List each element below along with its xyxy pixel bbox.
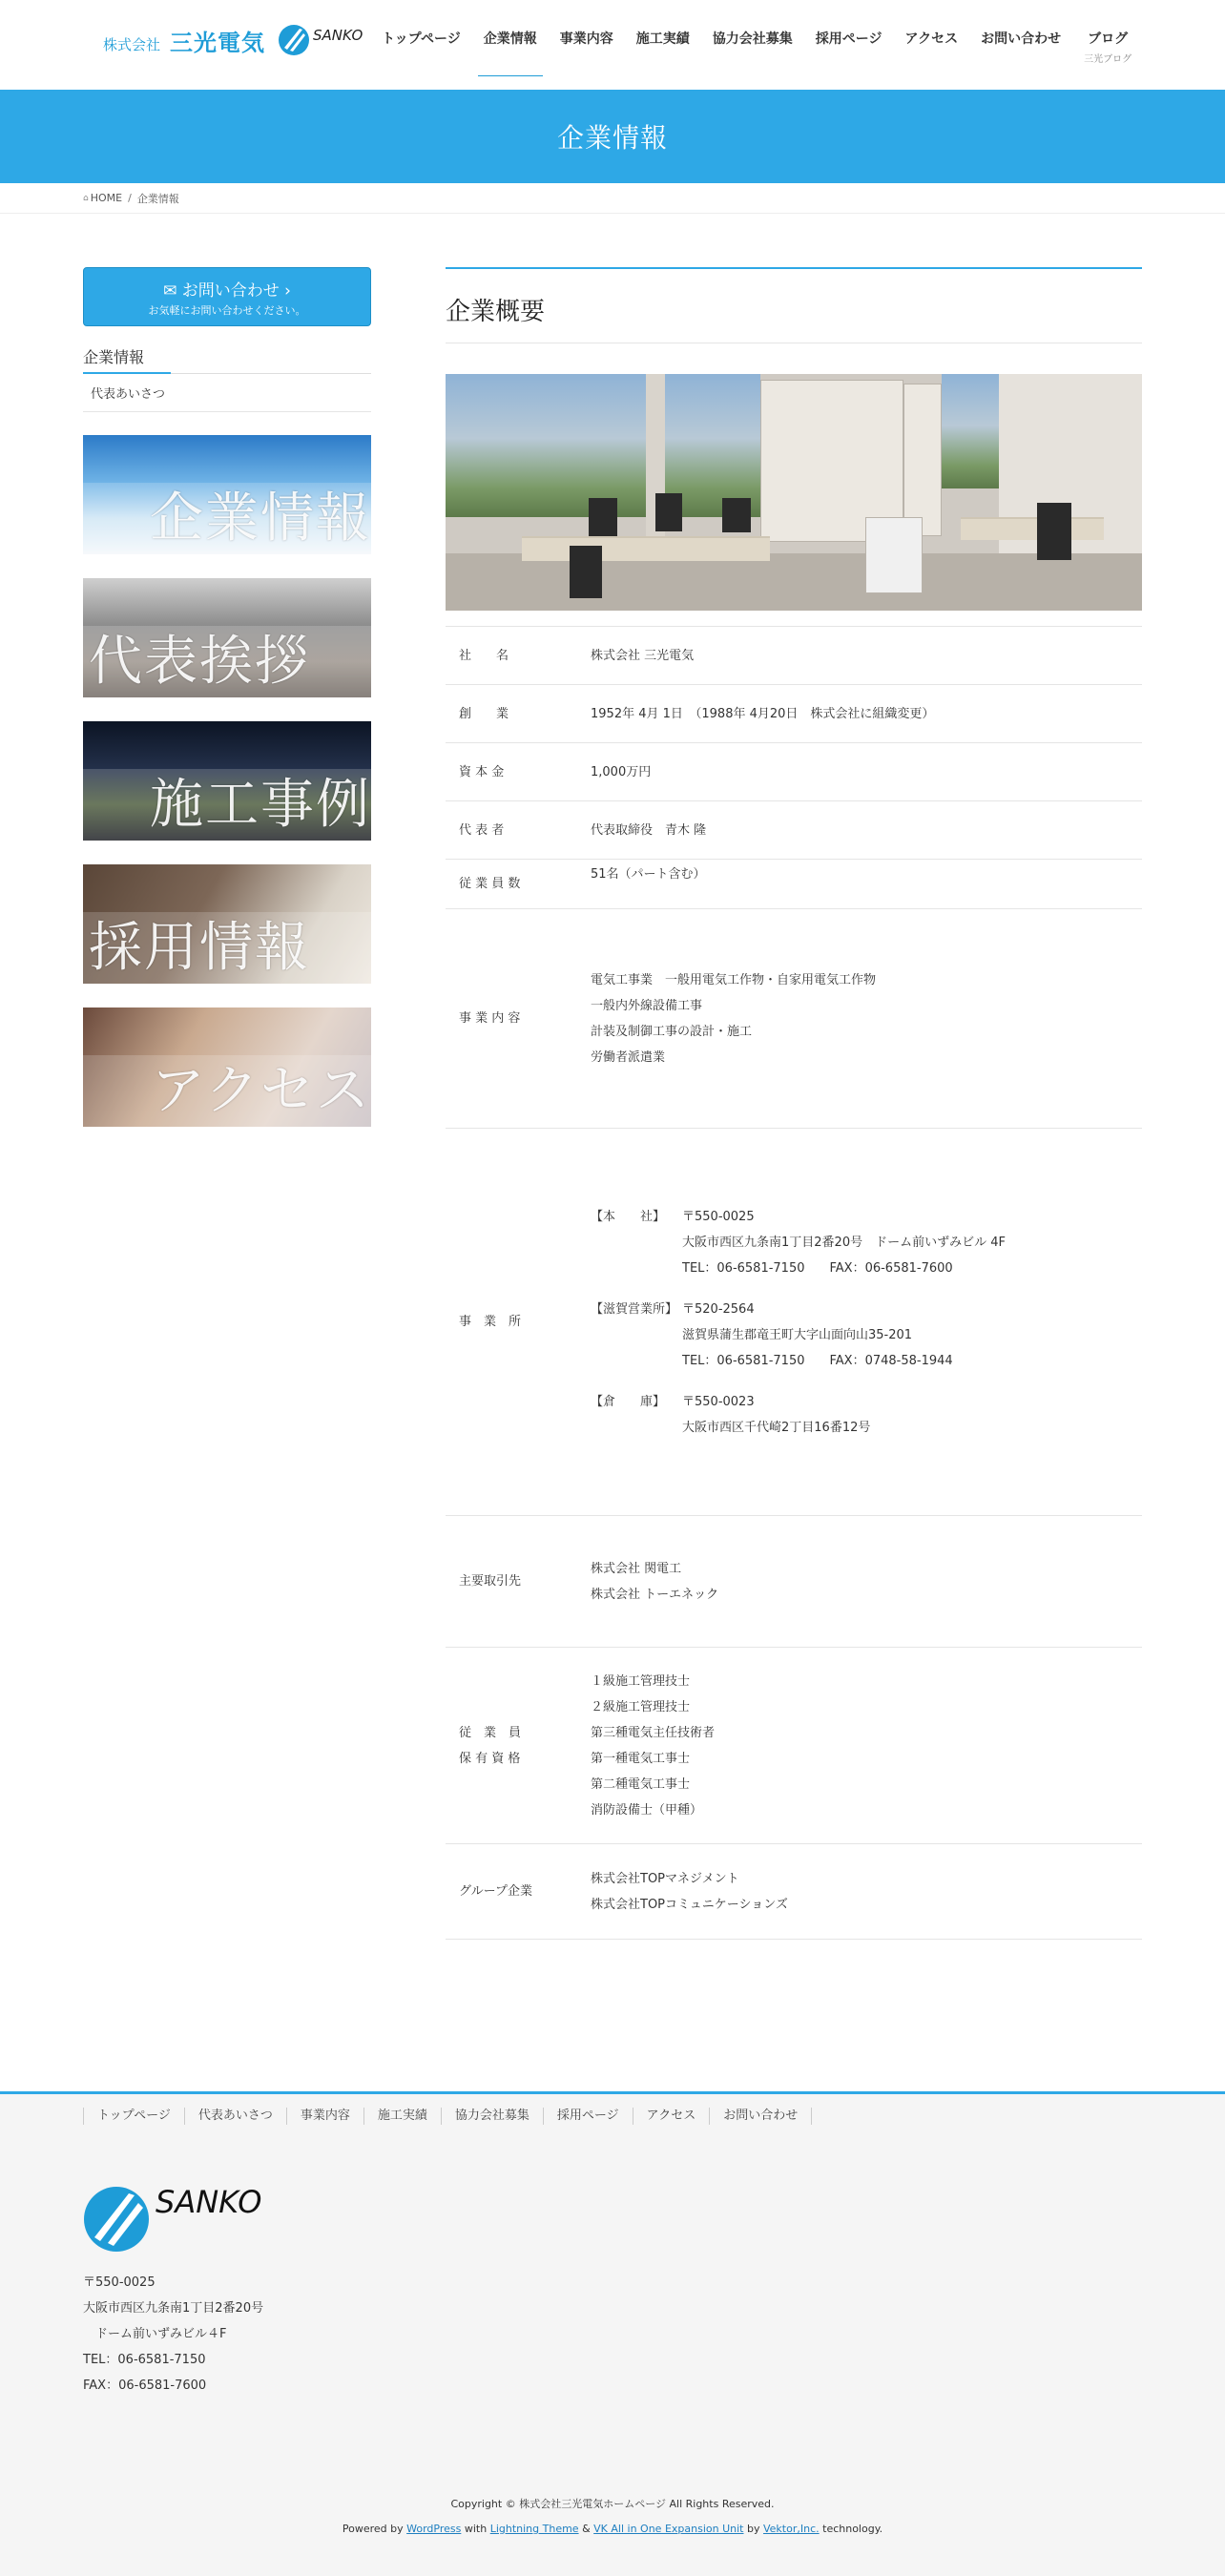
table-row	[446, 1844, 1142, 1940]
office-entry	[591, 1389, 1142, 1441]
banner-works[interactable]	[83, 721, 371, 841]
breadcrumb-current: 企業情報	[136, 192, 179, 205]
site-logo[interactable]	[103, 21, 363, 59]
contact-button-sub: お気軽にお問い合わせください。	[148, 303, 306, 317]
nav-label: 協力会社募集	[712, 31, 793, 47]
mail-icon: ✉	[163, 280, 182, 301]
page-header	[0, 90, 1225, 183]
row-label: グループ企業	[446, 1844, 591, 1940]
group-line: 株式会社TOPコミュニケーションズ	[591, 1897, 788, 1912]
row-value	[591, 1129, 1142, 1516]
footer-address	[83, 2270, 263, 2399]
footer-nav-business[interactable]: 事業内容	[286, 2108, 363, 2125]
nav-partner[interactable]	[701, 0, 804, 90]
row-label: 主要取引先	[446, 1516, 591, 1648]
copyright: Copyright © 株式会社三光電気ホームページ All Rights Reserved.	[450, 2498, 775, 2510]
nav-recruit[interactable]	[804, 0, 894, 90]
logo-kk: 株式会社	[103, 35, 161, 53]
business-line: 一般内外線設備工事	[591, 998, 703, 1013]
banner-label: 施工事例	[150, 774, 371, 836]
contact-label-text: お問い合わせ	[181, 280, 280, 301]
footer-nav-contact[interactable]: お問い合わせ	[709, 2108, 812, 2125]
footer-nav-access[interactable]: アクセス	[633, 2108, 710, 2125]
row-label-line: 保 有 資 格	[459, 1751, 521, 1766]
business-line: 計装及制御工事の設計・施工	[591, 1024, 753, 1039]
table-row	[446, 1129, 1142, 1516]
row-label: 事 業 所	[446, 1129, 591, 1516]
row-label-line: 従 業 員	[459, 1725, 522, 1740]
table-row	[446, 801, 1142, 860]
office-entry	[591, 1204, 1142, 1281]
home-icon: ⌂	[83, 193, 89, 203]
sidebar	[83, 267, 371, 1127]
office-address	[682, 1389, 870, 1441]
banner-recruit[interactable]	[83, 864, 371, 984]
company-overview-table	[446, 626, 1142, 1940]
footer-address-line: TEL：06-6581-7150	[83, 2353, 206, 2367]
qualification-line: 第二種電気工事士	[591, 1776, 691, 1792]
office-address	[682, 1204, 1006, 1281]
nav-label: ブログ	[1088, 31, 1129, 47]
vektor-link[interactable]: Vektor,Inc.	[762, 2523, 820, 2535]
row-label: 事 業 内 容	[446, 909, 591, 1129]
breadcrumb	[0, 183, 1225, 214]
nav-access[interactable]	[893, 0, 969, 90]
photo-cabinet	[903, 384, 942, 536]
table-row	[446, 860, 1142, 909]
nav-business[interactable]	[549, 0, 625, 90]
banner-label: 代表挨拶	[89, 631, 310, 693]
photo-chair	[1037, 503, 1071, 560]
footer-address-line: FAX：06-6581-7600	[83, 2379, 207, 2393]
photo-window	[942, 374, 999, 488]
nav-top[interactable]	[370, 0, 472, 90]
logo-en: SANKO	[313, 27, 363, 44]
row-value: 株式会社 三光電気	[591, 627, 1142, 685]
nav-contact[interactable]	[969, 0, 1072, 90]
footer-address-line: 〒550-0025	[83, 2275, 156, 2290]
office-line: 〒550-0023	[682, 1394, 755, 1409]
nav-company[interactable]	[472, 0, 549, 90]
powered-text: with	[464, 2523, 488, 2535]
row-label: 従 業 員 数	[446, 860, 591, 909]
breadcrumb-home[interactable]: HOME	[90, 192, 123, 204]
footer-address-line: 大阪市西区九条南1丁目2番20号	[83, 2301, 264, 2316]
table-row	[446, 1516, 1142, 1648]
banner-label: 採用情報	[89, 917, 310, 979]
row-value	[591, 1648, 1142, 1844]
row-value: 代表取締役 青木 隆	[591, 801, 1142, 860]
photo-monitor	[655, 493, 682, 531]
contact-button[interactable]	[83, 267, 371, 326]
photo-desk	[961, 517, 1104, 540]
nav-sub-label: 三光ブログ	[1084, 54, 1132, 65]
nav-label: 施工実績	[635, 31, 690, 47]
global-nav	[370, 0, 1143, 90]
powered-text: &	[582, 2523, 591, 2535]
nav-label: トップページ	[382, 31, 461, 47]
powered-text: by	[746, 2523, 760, 2535]
qualification-line: １級施工管理技士	[591, 1673, 691, 1689]
footer-address-line: ドーム前いずみビル４F	[83, 2327, 227, 2341]
office-line: 〒520-2564	[682, 1301, 755, 1317]
nav-works[interactable]	[625, 0, 701, 90]
row-value: 51名（パート含む）	[591, 860, 1142, 909]
banner-greeting[interactable]	[83, 578, 371, 697]
photo-monitor	[722, 498, 751, 532]
entry-title: 企業概要	[446, 267, 1142, 343]
main-content	[446, 267, 1142, 1940]
photo-chair	[570, 546, 602, 598]
arrow-right-icon: ›	[279, 280, 291, 301]
row-label: 創 業	[446, 685, 591, 743]
table-row	[446, 909, 1142, 1129]
footer-nav-recruit[interactable]: 採用ページ	[543, 2108, 633, 2125]
nav-label: 採用ページ	[815, 31, 882, 47]
footer-nav-partner[interactable]: 協力会社募集	[441, 2108, 543, 2125]
sidebar-section-title: 企業情報	[83, 345, 371, 374]
row-value: 1952年 4月 1日 （1988年 4月20日 株式会社に組織変更）	[591, 685, 1142, 743]
business-line: 電気工事業 一般用電気工作物・自家用電気工作物	[591, 972, 877, 987]
office-line: 大阪市西区九条南1丁目2番20号 ドーム前いずみビル 4F	[682, 1235, 1006, 1250]
photo-desk	[522, 536, 770, 561]
qualification-line: 第一種電気工事士	[591, 1751, 691, 1766]
banner-label: アクセス	[151, 1060, 371, 1122]
banner-company[interactable]	[83, 435, 371, 554]
sidebar-item-greeting[interactable]: 代表あいさつ	[83, 374, 371, 412]
office-line: 滋賀県蒲生郡竜王町大字山面向山35-201	[682, 1327, 913, 1342]
office-line: TEL：06-6581-7150 FAX：0748-58-1944	[682, 1353, 953, 1368]
nav-label: 企業情報	[483, 31, 537, 47]
table-row	[446, 1648, 1142, 1844]
site-header	[0, 0, 1225, 90]
banner-label: 企業情報	[150, 488, 371, 550]
client-line: 株式会社 トーエネック	[591, 1587, 719, 1602]
photo-monitor	[589, 498, 617, 536]
table-row	[446, 743, 1142, 801]
office-line: 大阪市西区千代崎2丁目16番12号	[682, 1420, 871, 1435]
photo-window	[446, 374, 646, 517]
group-line: 株式会社TOPマネジメント	[591, 1871, 739, 1886]
office-name: 【本 社】	[591, 1209, 666, 1224]
qualification-line: 第三種電気主任技術者	[591, 1725, 716, 1740]
business-line: 労働者派遣業	[591, 1049, 666, 1065]
sanko-logo-icon	[279, 25, 309, 55]
footer-logo-text: SANKO	[156, 2184, 262, 2220]
footer-nav-works[interactable]: 施工実績	[363, 2108, 441, 2125]
row-value: 1,000万円	[591, 743, 1142, 801]
office-name: 【倉 庫】	[591, 1394, 666, 1409]
footer-logo[interactable]	[83, 2186, 261, 2253]
table-row	[446, 627, 1142, 685]
row-label: 資 本 金	[446, 743, 591, 801]
powered-by	[0, 2523, 1225, 2535]
nav-label: アクセス	[904, 31, 959, 47]
office-photo	[446, 374, 1142, 611]
contact-button-label	[163, 277, 291, 301]
client-line: 株式会社 関電工	[591, 1561, 682, 1576]
qualification-line: ２級施工管理技士	[591, 1699, 691, 1714]
qualification-line: 消防設備士（甲種）	[591, 1802, 703, 1818]
office-address	[682, 1297, 953, 1374]
table-row	[446, 685, 1142, 743]
row-label	[446, 1648, 591, 1844]
footer-nav	[83, 2108, 812, 2125]
vk-expansion-link[interactable]: VK All in One Expansion Unit	[593, 2523, 744, 2535]
powered-text: technology.	[822, 2523, 883, 2535]
banner-access[interactable]	[83, 1008, 371, 1127]
breadcrumb-separator: /	[128, 192, 132, 204]
nav-blog[interactable]	[1072, 0, 1143, 90]
wordpress-link[interactable]: WordPress	[406, 2523, 462, 2535]
office-line: 〒550-0025	[682, 1209, 755, 1224]
photo-copier	[865, 517, 923, 593]
footer-nav-greeting[interactable]: 代表あいさつ	[184, 2108, 286, 2125]
powered-text: Powered by	[342, 2523, 404, 2535]
row-value	[591, 1844, 1142, 1940]
row-value	[591, 1516, 1142, 1648]
row-label: 代 表 者	[446, 801, 591, 860]
row-value	[591, 909, 1142, 1129]
office-entry	[591, 1297, 1142, 1374]
sanko-logo-icon	[83, 2186, 150, 2253]
page-title: 企業情報	[556, 122, 668, 154]
logo-name: 三光電気	[170, 28, 266, 56]
lightning-theme-link[interactable]: Lightning Theme	[489, 2523, 579, 2535]
nav-label: 事業内容	[559, 31, 613, 47]
office-line: TEL：06-6581-7150 FAX：06-6581-7600	[682, 1260, 953, 1276]
row-label: 社 名	[446, 627, 591, 685]
footer-nav-top[interactable]: トップページ	[83, 2108, 184, 2125]
nav-label: お問い合わせ	[981, 31, 1062, 47]
office-name: 【滋賀営業所】	[591, 1301, 678, 1317]
photo-floor	[446, 553, 1142, 611]
